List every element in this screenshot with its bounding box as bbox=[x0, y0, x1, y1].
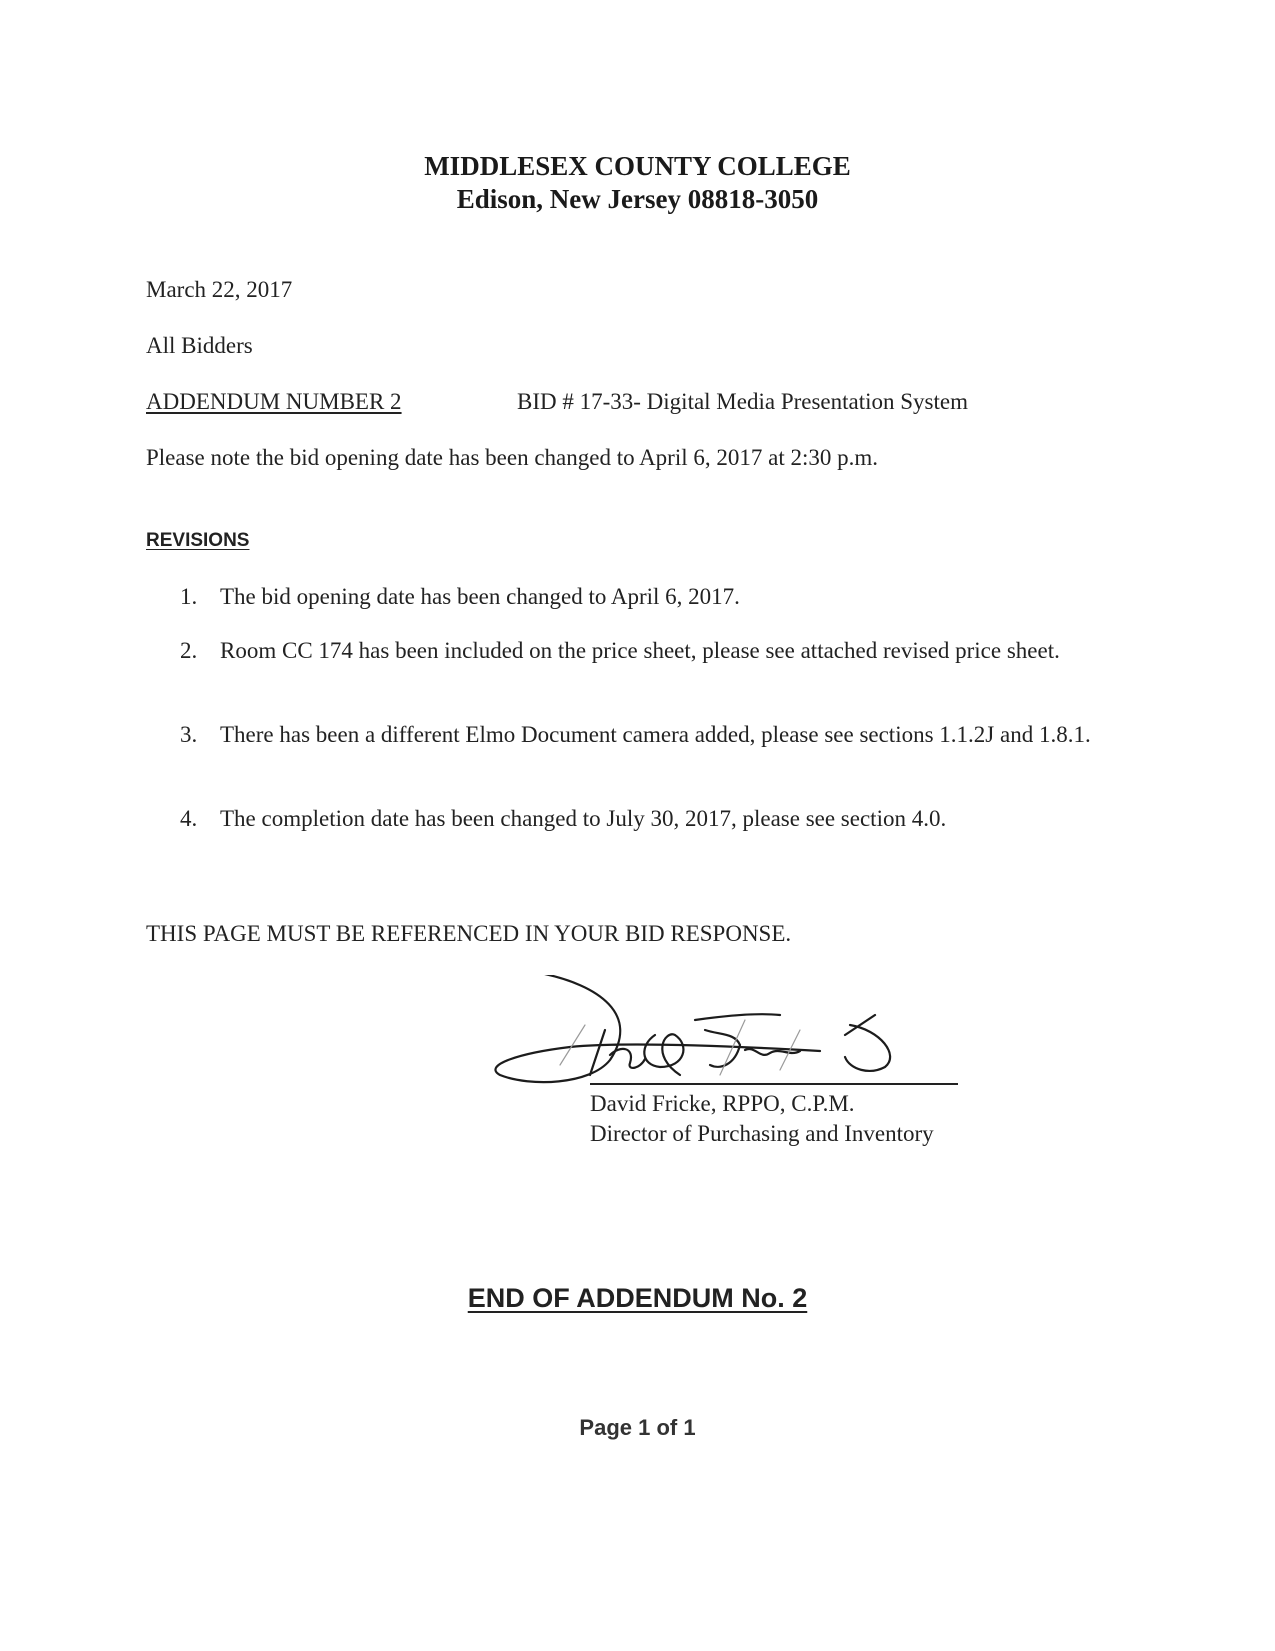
revision-number: 2. bbox=[180, 638, 198, 663]
institution-address: Edison, New Jersey 08818-3050 bbox=[456, 184, 819, 214]
addendum-label: ADDENDUM NUMBER 2 bbox=[146, 389, 402, 414]
revision-text: Room CC 174 has been included on the price sheet, please see attached revised price sheet. bbox=[220, 638, 1060, 663]
signer-name: David Fricke, RPPO, C.P.M. bbox=[590, 1091, 855, 1116]
reference-note: THIS PAGE MUST BE REFERENCED IN YOUR BID RESPONSE. bbox=[146, 921, 792, 946]
revision-number: 3. bbox=[180, 722, 198, 747]
revision-number: 4. bbox=[180, 806, 198, 831]
end-of-addendum bbox=[0, 1282, 1275, 1314]
revision-text: The completion date has been changed to July 30, 2017, please see section 4.0. bbox=[220, 806, 947, 831]
revisions-heading: REVISIONS bbox=[146, 530, 250, 551]
signature-line bbox=[590, 1083, 958, 1085]
end-of-addendum-text: END OF ADDENDUM No. 2 bbox=[467, 1283, 808, 1313]
revision-text: There has been a different Elmo Document camera added, please see sections 1.1.2J and 1.8.1. bbox=[220, 722, 1091, 747]
handwritten-signature bbox=[490, 975, 970, 1105]
page-number: Page 1 of 1 bbox=[579, 1415, 696, 1440]
institution-name: MIDDLESEX COUNTY COLLEGE bbox=[424, 151, 851, 181]
signer-title: Director of Purchasing and Inventory bbox=[590, 1121, 934, 1146]
letter-recipient: All Bidders bbox=[146, 333, 253, 358]
bid-title: BID # 17-33- Digital Media Presentation System bbox=[517, 389, 968, 414]
letter-date: March 22, 2017 bbox=[146, 277, 293, 302]
revision-text: The bid opening date has been changed to April 6, 2017. bbox=[220, 584, 740, 609]
revision-number: 1. bbox=[180, 584, 198, 609]
bid-opening-notice: Please note the bid opening date has been changed to April 6, 2017 at 2:30 p.m. bbox=[146, 445, 879, 470]
